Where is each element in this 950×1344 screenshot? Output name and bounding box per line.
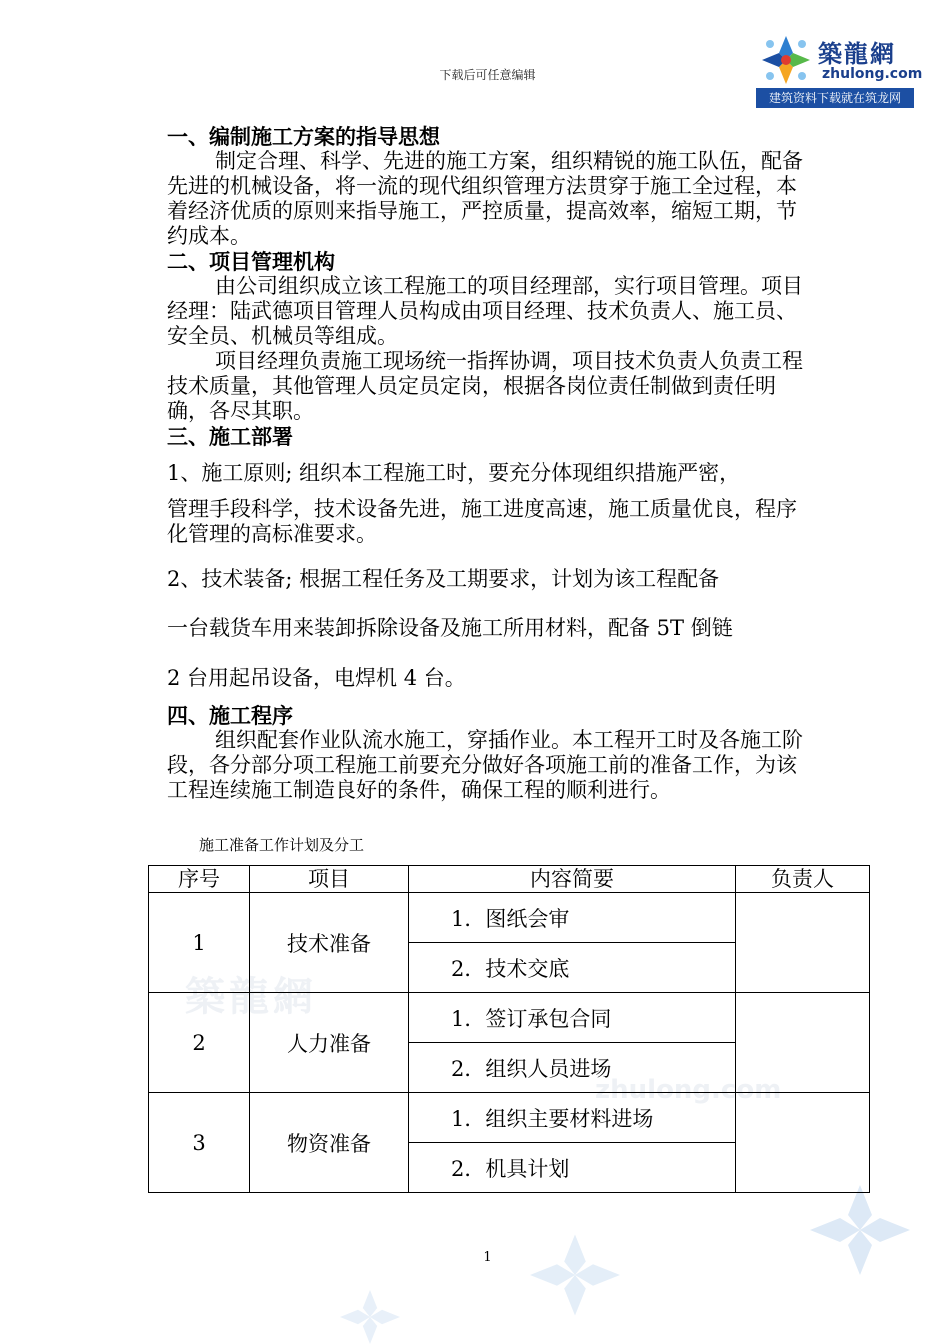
logo-top <box>756 30 923 88</box>
row-owner <box>736 993 870 1093</box>
section-3-item-1-rest: 管理手段科学，技术设备先进，施工进度高速，施工质量优良，程序化管理的高标准要求。 <box>167 497 797 546</box>
table-row <box>149 893 870 943</box>
section-3-item-2-line-1: 2、技术装备; 根据工程任务及工期要求，计划为该工程配备 <box>167 567 720 591</box>
snowflake-logo-icon <box>760 34 812 86</box>
watermark-cn: 築龍網 <box>185 973 317 1020</box>
row-content-line: 2．机具计划 <box>409 1143 736 1193</box>
logo-slogan: 建筑资料下载就在筑龙网 <box>756 88 914 108</box>
header-no: 序号 <box>149 866 250 893</box>
watermark-snowflake-icon <box>530 1230 620 1320</box>
header-item: 项目 <box>250 866 409 893</box>
header-note: 下载后可任意编辑 <box>439 68 536 82</box>
row-no: 1 <box>149 893 250 993</box>
row-content-line: 2．技术交底 <box>409 943 736 993</box>
section-2-title: 二、项目管理机构 <box>167 249 335 274</box>
section-3-item-2-line-2: 一台载货车用来装卸拆除设备及施工所用材料，配备 5T 倒链 <box>167 616 733 640</box>
row-item: 物资准备 <box>250 1093 409 1193</box>
row-owner <box>736 1093 870 1193</box>
section-2-paragraph-2: 项目经理负责施工现场统一指挥协调，项目技术负责人负责工程技术质量，其他管理人员定员定岗，根据各岗位责任制做到责任明确，各尽其职。 <box>167 349 803 423</box>
row-owner <box>736 893 870 993</box>
watermark-en: zhulong.com <box>595 1075 782 1105</box>
row-item: 技术准备 <box>250 893 409 993</box>
section-3-item-1-first-line: 1、施工原则; 组织本工程施工时，要充分体现组织措施严密， <box>167 461 741 485</box>
table-row <box>149 993 870 1043</box>
document-body <box>167 124 807 803</box>
row-item: 人力准备 <box>250 993 409 1093</box>
section-2-paragraph-1: 由公司组织成立该工程施工的项目经理部，实行项目管理。项目经理：陆武德项目管理人员构成由项目经理、技术负责人、施工员、安全员、机械员等组成。 <box>167 274 803 348</box>
watermark-snowflake-icon <box>330 1290 410 1344</box>
section-3-title: 三、施工部署 <box>167 424 293 449</box>
row-no: 2 <box>149 993 250 1093</box>
section-4-paragraph: 组织配套作业队流水施工，穿插作业。本工程开工时及各施工阶段，各分部分项工程施工前要充分做好各项施工前的准备工作，为该工程连续施工制造良好的条件，确保工程的顺利进行。 <box>167 728 803 802</box>
header-owner: 负责人 <box>736 866 870 893</box>
header-content: 内容简要 <box>409 866 736 893</box>
page-number: 1 <box>483 1250 492 1265</box>
preparation-plan-table <box>148 865 870 1193</box>
section-4-title: 四、施工程序 <box>167 703 293 728</box>
section-3-item-2-line-3: 2 台用起吊设备，电焊机 4 台。 <box>167 666 466 690</box>
row-content-line: 2．组织人员进场 <box>409 1043 736 1093</box>
table-caption: 施工准备工作计划及分工 <box>199 836 365 854</box>
row-content-line: 1．图纸会审 <box>409 893 736 943</box>
table-header-row <box>149 866 870 893</box>
row-content-line: 1．组织主要材料进场 <box>409 1093 736 1143</box>
zhulong-logo <box>756 30 923 108</box>
logo-cn-text: 築龍網 <box>818 40 896 68</box>
section-1-title: 一、编制施工方案的指导思想 <box>167 124 440 149</box>
logo-en-text: zhulong.com <box>822 66 923 82</box>
table-row <box>149 1093 870 1143</box>
section-1-paragraph: 制定合理、科学、先进的施工方案，组织精锐的施工队伍，配备先进的机械设备，将一流的现代组织管理方法贯穿于施工全过程，本着经济优质的原则来指导施工，严控质量，提高效率，缩短工期，节约成本。 <box>167 149 803 248</box>
row-no: 3 <box>149 1093 250 1193</box>
row-content-line: 1．签订承包合同 <box>409 993 736 1043</box>
